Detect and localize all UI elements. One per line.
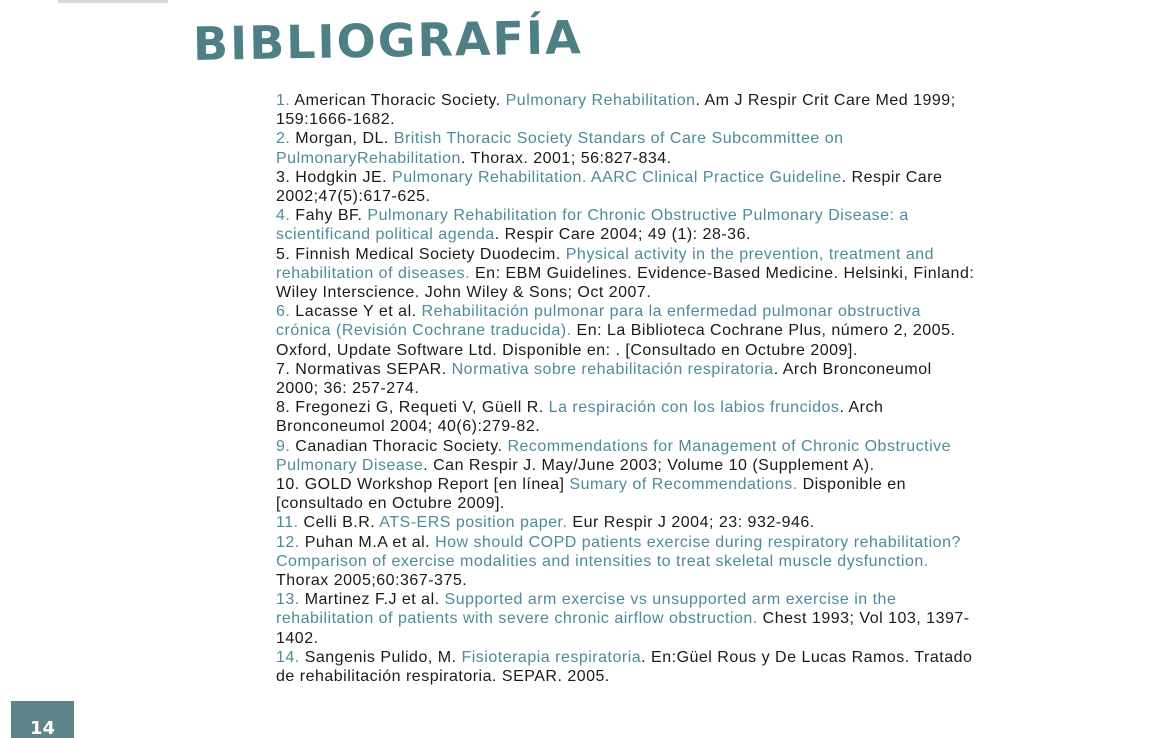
reference-title-link[interactable]: ATS-ERS position paper. xyxy=(379,514,568,532)
reference-source: . Thorax. 2001; 56:827-834. xyxy=(460,149,672,167)
reference-item xyxy=(276,648,976,686)
reference-title-link[interactable]: Pulmonary Rehabilitation xyxy=(505,92,696,109)
reference-title-link[interactable]: Pulmonary Rehabilitation for Chronic Obstructive Pulmonary Disease: a scientificand political agenda xyxy=(276,207,909,244)
reference-source: Thorax 2005;60:367-375. xyxy=(276,572,468,590)
reference-number: 4. xyxy=(276,207,291,225)
reference-item xyxy=(276,168,976,206)
reference-number: 13. xyxy=(276,591,300,609)
reference-number: 2. xyxy=(276,130,291,148)
reference-number: 11. xyxy=(276,514,299,532)
reference-authors: Fregonezi G, Requeti V, Güell R. xyxy=(295,399,544,417)
reference-number: 12. xyxy=(276,533,300,551)
reference-number: 8. xyxy=(276,399,291,417)
reference-item xyxy=(276,590,976,648)
reference-item xyxy=(276,302,976,360)
reference-title-link[interactable]: How should COPD patients exercise during respiratory rehabilitation?Comparison of exercise modalities and intensities to treat skeletal muscle dysfunction. xyxy=(276,533,961,570)
reference-source: . En:Güel Rous y De Lucas Ramos. Tratado de rehabilitación respiratoria. SEPAR. 2005. xyxy=(276,648,973,686)
reference-item xyxy=(276,206,976,244)
reference-authors: Sangenis Pulido, M. xyxy=(304,648,457,666)
reference-number: 1. xyxy=(276,92,291,109)
reference-source: Chest 1993; Vol 103, 1397-1402. xyxy=(276,610,970,647)
reference-title-link[interactable]: La respiración con los labios fruncidos xyxy=(548,399,840,417)
reference-number: 3. xyxy=(276,168,291,186)
reference-title-link[interactable]: Fisioterapia respiratoria xyxy=(461,648,642,666)
reference-source: Disponible en [consultado en Octubre 2009]. xyxy=(276,476,907,513)
reference-authors: Normativas SEPAR. xyxy=(295,360,447,378)
reference-authors: American Thoracic Society. xyxy=(294,92,501,109)
reference-source: . Respir Care 2004; 49 (1): 28-36. xyxy=(494,226,751,244)
reference-authors: Lacasse Y et al. xyxy=(295,303,417,321)
reference-authors: Fahy BF. xyxy=(295,207,363,225)
reference-source: En: EBM Guidelines. Evidence-Based Medicine. Helsinki, Finland: Wiley Interscience. John Wiley & Sons; Oct 2007. xyxy=(276,264,975,302)
reference-list xyxy=(276,91,976,686)
reference-source: . Arch Bronconeumol 2000; 36: 257-274. xyxy=(276,360,932,398)
reference-title-link[interactable]: Physical activity in the prevention, treatment and rehabilitation of diseases. xyxy=(276,245,935,282)
reference-title-link[interactable]: Supported arm exercise vs unsupported arm exercise in the rehabilitation of patients with severe chronic airflow obstruction. xyxy=(276,591,897,628)
header-logo-strip xyxy=(58,0,168,3)
page-title: BIBLIOGRAFÍA xyxy=(192,10,584,71)
reference-source: . Respir Care 2002;47(5):617-625. xyxy=(276,168,943,206)
reference-number: 6. xyxy=(276,303,291,321)
reference-item xyxy=(276,437,976,475)
reference-title-link[interactable]: Pulmonary Rehabilitation. AARC Clinical Practice Guideline xyxy=(392,168,842,186)
reference-source: Eur Respir J 2004; 23: 932-946. xyxy=(567,514,815,532)
reference-number: 14. xyxy=(276,648,300,666)
reference-title-link[interactable]: Normativa sobre rehabilitación respiratoria xyxy=(451,360,774,378)
reference-authors: Morgan, DL. xyxy=(295,130,389,148)
reference-authors: Hodgkin JE. xyxy=(295,168,388,186)
reference-title-link[interactable]: Recommendations for Management of Chronic Obstructive Pulmonary Disease xyxy=(276,437,952,474)
reference-number: 5. xyxy=(276,245,291,263)
reference-title-link[interactable]: Rehabilitación pulmonar para la enfermedad pulmonar obstructiva crónica (Revisión Cochrane traducida). xyxy=(276,303,921,340)
reference-number: 9. xyxy=(276,437,291,455)
reference-item xyxy=(276,513,976,532)
reference-item xyxy=(276,533,976,591)
reference-authors: GOLD Workshop Report [en línea] xyxy=(304,476,565,494)
reference-source: . Am J Respir Crit Care Med 1999; 159:1666-1682. xyxy=(276,92,956,129)
reference-number: 10. xyxy=(276,476,300,494)
reference-authors: Canadian Thoracic Society. xyxy=(295,437,503,455)
reference-source: . Arch Bronconeumol 2004; 40(6):279-82. xyxy=(276,399,884,436)
reference-authors: Puhan M.A et al. xyxy=(304,533,431,551)
reference-item xyxy=(276,475,976,513)
reference-item xyxy=(276,91,976,129)
reference-item xyxy=(276,360,976,398)
reference-source: . Can Respir J. May/June 2003; Volume 10 (Supplement A). xyxy=(423,456,875,474)
page-number-badge xyxy=(11,701,74,738)
reference-authors: Martinez F.J et al. xyxy=(304,591,440,609)
reference-authors: Finnish Medical Society Duodecim. xyxy=(295,245,561,263)
reference-authors: Celli B.R. xyxy=(303,514,376,532)
page-number: 14 xyxy=(29,718,56,738)
reference-source: En: La Biblioteca Cochrane Plus, número 2, 2005. Oxford, Update Software Ltd. Disponible en: . [Consultado en Octubre 2009]. xyxy=(276,322,956,359)
reference-item xyxy=(276,398,976,436)
reference-item xyxy=(276,245,976,303)
reference-item xyxy=(276,129,976,167)
reference-title-link[interactable]: Sumary of Recommendations. xyxy=(569,476,798,494)
reference-number: 7. xyxy=(276,360,291,378)
reference-title-link[interactable]: British Thoracic Society Standars of Care Subcommittee on PulmonaryRehabilitation xyxy=(276,130,844,167)
